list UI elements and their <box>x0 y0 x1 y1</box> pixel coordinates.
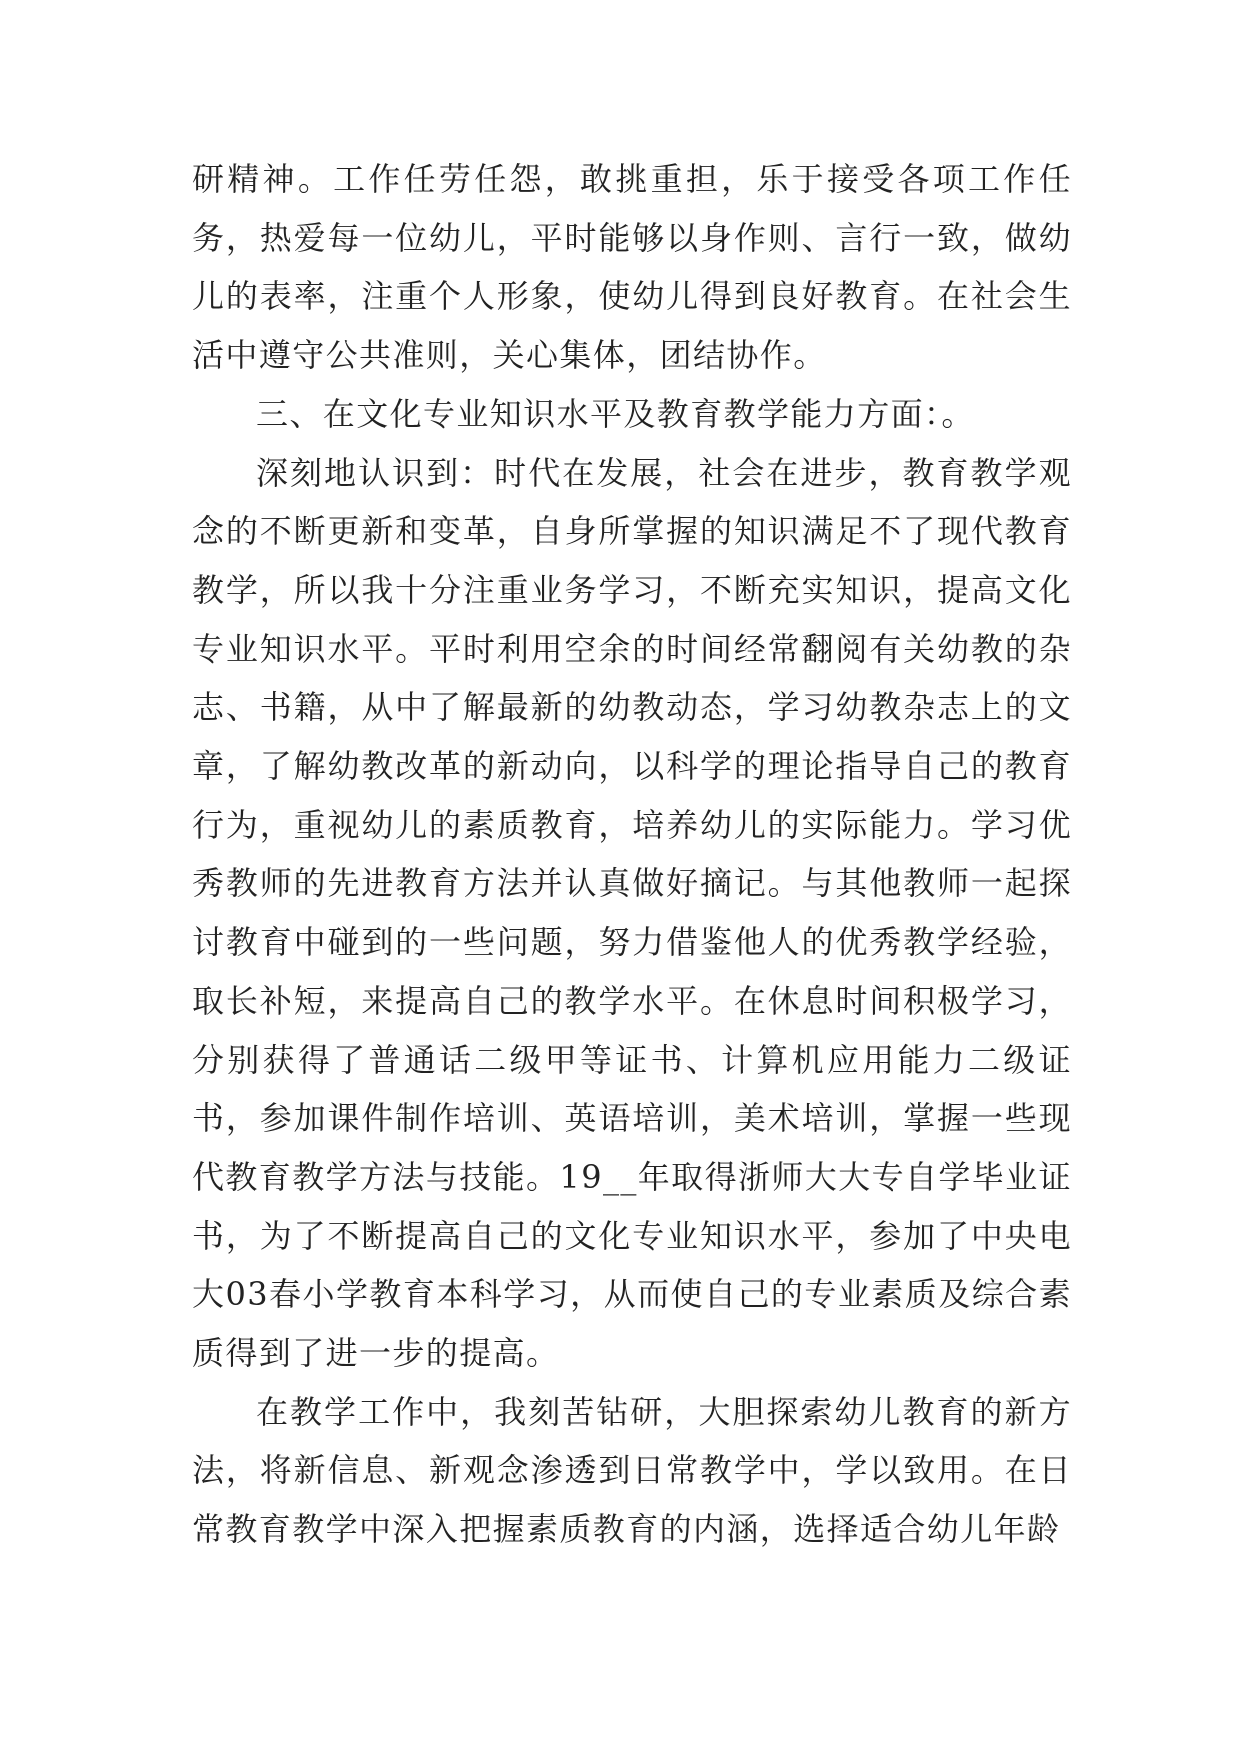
paragraph-1: 研精神。工作任劳任怨，敢挑重担，乐于接受各项工作任务，热爱每一位幼儿，平时能够以身作则、言行一致，做幼儿的表率，注重个人形象，使幼儿得到良好教育。在社会生活中遵守公共准则，关心集体，团结协作。 <box>192 160 1072 375</box>
paragraph-3: 深刻地认识到：时代在发展，社会在进步，教育教学观念的不断更新和变革，自身所掌握的知识满足不了现代教育教学，所以我十分注重业务学习，不断充实知识，提高文化专业知识水平。平时利用空余的时间经常翻阅有关幼教的杂志、书籍，从中了解最新的幼教动态，学习幼教杂志上的文章，了解幼教改革的新动向，以科学的理论指导自己的教育行为，重视幼儿的素质教育，培养幼儿的实际能力。学习优秀教师的先进教育方法并认真做好摘记。与其他教师一起探讨教育中碰到的一些问题，努力借鉴他人的优秀教学经验，取长补短，来提高自己的教学水平。在休息时间积极学习，分别获得了普通话二级甲等证书、计算机应用能力二级证书，参加课件制作培训、英语培训，美术培训，掌握一些现代教育教学方法与技能。19__年取得浙师大大专自学毕业证书，为了不断提高自己的文化专业知识水平，参加了中央电大03春小学教育本科学习，从而使自己的专业素质及综合素质得到了进一步的提高。 <box>192 453 1072 1373</box>
paragraph-2-heading: 三、在文化专业知识水平及教育教学能力方面：。 <box>256 394 975 433</box>
paragraph-4: 在教学工作中，我刻苦钻研，大胆探索幼儿教育的新方法，将新信息、新观念渗透到日常教学中，学以致用。在日常教育教学中深入把握素质教育的内涵，选择适合幼儿年龄 <box>192 1392 1072 1549</box>
document-body <box>192 150 1072 1559</box>
